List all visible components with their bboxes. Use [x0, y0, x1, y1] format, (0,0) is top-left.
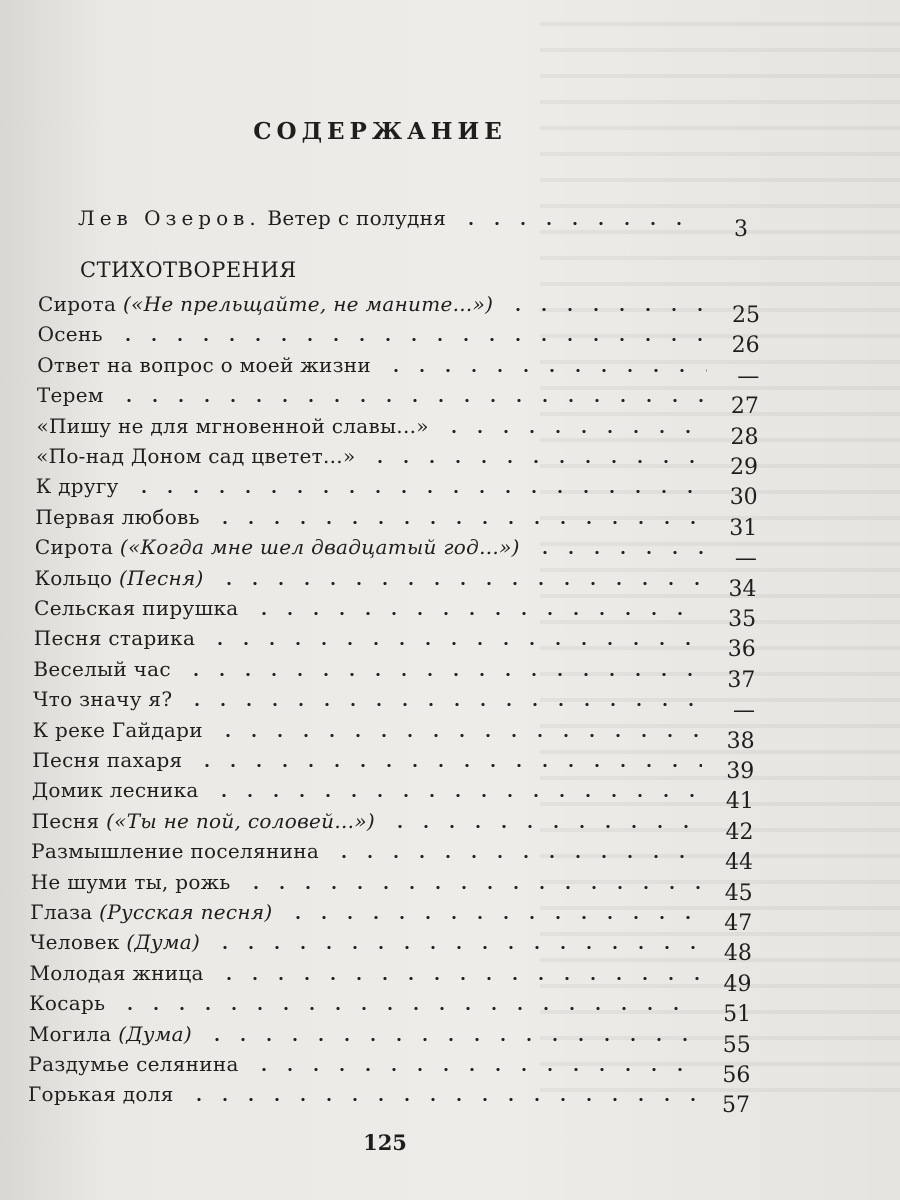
dot-leader [194, 764, 702, 767]
entry-main-title: Песня старика [33, 626, 196, 651]
entry-main-title: Ответ на вопрос о моей жизни [37, 352, 372, 377]
entry-page-number: 26 [731, 333, 760, 359]
dot-leader [532, 551, 705, 554]
dot-leader [211, 794, 702, 797]
toc-entry [31, 829, 754, 876]
entry-main-title: Сирота [34, 535, 114, 560]
entry-main-title: «По-над Доном сад цветет...» [36, 444, 356, 468]
dot-leader [383, 369, 707, 372]
entry-page-number: 45 [724, 880, 753, 906]
intro-entry [78, 196, 748, 242]
entry-page-number: 39 [726, 759, 755, 784]
toc-entry [36, 373, 759, 420]
entry-page-number: 44 [725, 850, 754, 876]
entry-page-number: 41 [725, 789, 754, 815]
toc-entry [31, 799, 754, 845]
toc-entry [34, 586, 757, 632]
entry-main-title: Косарь [29, 991, 106, 1016]
dot-leader [115, 338, 708, 341]
entry-main-title: Не шуми ты, рожь [30, 869, 231, 894]
entry-page-number: 34 [728, 576, 757, 602]
entry-page-number: 48 [723, 941, 752, 967]
dot-leader [212, 946, 700, 949]
entry-main-title: Осень [37, 322, 103, 347]
entry-subtitle: («Не прельщайте, не маните...») [122, 292, 494, 316]
entry-page-number: 38 [726, 728, 755, 754]
dot-leader [186, 1098, 698, 1101]
entry-page-number: 35 [728, 607, 757, 632]
dot-leader [367, 460, 706, 463]
entry-main-title: Размышление поселянина [31, 839, 320, 864]
entry-main-title: Веселый час [33, 656, 171, 681]
entry-page-number: — [737, 363, 760, 389]
toc-entry [32, 738, 755, 784]
entry-page-number: 55 [722, 1032, 751, 1058]
dot-leader [116, 399, 707, 402]
entry-page-number: 51 [723, 1002, 752, 1028]
toc-entry [31, 768, 754, 815]
toc-entry [34, 556, 757, 602]
toc-entry [28, 1012, 751, 1058]
toc-entry [37, 312, 760, 359]
entry-main-title: Песня [31, 808, 100, 833]
toc-entry [35, 464, 758, 511]
entry-main-title: «Пишу не для мгновенной славы...» [36, 413, 429, 438]
entry-main-title: Человек [29, 930, 120, 955]
dot-leader [207, 642, 704, 645]
dot-leader [131, 490, 706, 493]
toc-entry [35, 495, 758, 541]
intro-page: 3 [734, 217, 748, 242]
entry-main-title: Сельская пирушка [34, 596, 239, 620]
entry-page-number: 27 [730, 394, 759, 420]
entry-main-title: Домик лесника [31, 778, 199, 803]
dot-leader [216, 977, 700, 980]
section-heading: СТИХОТВОРЕНИЯ [80, 258, 297, 282]
entry-page-number: 25 [732, 303, 760, 328]
dot-leader [216, 582, 705, 585]
toc-entry [28, 1072, 750, 1119]
dot-leader [117, 1007, 699, 1010]
dot-leader [204, 1038, 699, 1041]
entry-subtitle: («Ты не пой, соловей...») [106, 808, 375, 833]
contents-heading: СОДЕРЖАНИЕ [253, 118, 507, 145]
entry-main-title: К реке Гайдари [32, 717, 203, 742]
toc-entry [33, 616, 756, 663]
toc-entry [29, 981, 752, 1028]
entry-page-number: 28 [730, 424, 759, 450]
dot-leader [215, 734, 703, 737]
entry-page-number: 56 [722, 1063, 751, 1088]
dot-leader [212, 521, 706, 524]
entry-subtitle: (Русская песня) [99, 900, 273, 924]
toc-entry [33, 677, 755, 724]
entry-main-title: Сирота [38, 292, 117, 316]
dot-leader [243, 886, 701, 889]
entry-main-title: Терем [36, 383, 104, 408]
entry-main-title: Могила [28, 1021, 112, 1046]
dot-leader [331, 855, 701, 858]
dot-leader [251, 612, 705, 615]
toc-entry [34, 525, 757, 572]
dot-leader [387, 825, 701, 828]
entry-subtitle: (Песня) [119, 565, 204, 590]
entry-subtitle: (Дума) [126, 930, 201, 955]
toc-entry [30, 890, 753, 936]
dot-leader [184, 703, 703, 706]
intro-author: Лев Озеров. [78, 206, 261, 230]
entry-page-number: 57 [722, 1093, 750, 1119]
dot-leader [458, 222, 696, 225]
toc-entry [32, 708, 755, 754]
entry-main-title: К другу [35, 474, 119, 499]
entry-page-number: — [734, 546, 757, 572]
entry-page-number: 49 [723, 971, 752, 997]
toc-entry [30, 860, 753, 906]
entry-subtitle: (Дума) [118, 1021, 192, 1046]
entry-main-title: Первая любовь [35, 504, 200, 529]
entry-main-title: Что значу я? [33, 687, 173, 712]
entry-page-number: 31 [729, 515, 758, 541]
entry-page-number: 37 [727, 667, 756, 693]
toc-entry [36, 404, 759, 450]
intro-label [78, 206, 446, 230]
toc-entry [29, 920, 752, 967]
entry-page-number: 29 [730, 455, 759, 480]
entry-page-number: 42 [725, 819, 754, 845]
entry-main-title: Глаза [30, 900, 93, 924]
dot-leader [183, 673, 703, 676]
entry-page-number: 47 [724, 911, 753, 936]
dot-leader [285, 916, 701, 919]
entry-main-title: Раздумье селянина [28, 1052, 239, 1076]
intro-title: Ветер с полудня [267, 206, 447, 230]
dot-leader [441, 430, 707, 433]
entry-main-title: Горькая доля [28, 1082, 174, 1107]
page-number: 125 [363, 1130, 407, 1155]
entry-page-number: — [733, 698, 755, 724]
toc-entry [28, 1042, 751, 1088]
dot-leader [505, 308, 708, 311]
entry-page-number: 30 [729, 485, 758, 511]
entry-main-title: Кольцо [34, 565, 113, 590]
toc-entry [33, 647, 756, 693]
entry-subtitle: («Когда мне шел двадцатый год...») [119, 535, 520, 560]
toc-entry [37, 343, 760, 389]
toc-entry [29, 951, 752, 997]
dot-leader [251, 1068, 699, 1071]
toc-entry [38, 282, 760, 328]
entry-main-title: Молодая жница [29, 960, 204, 985]
entry-page-number: 36 [727, 637, 756, 663]
entry-main-title: Песня пахаря [32, 748, 183, 772]
toc-entry [36, 434, 759, 480]
entry-title [28, 1082, 174, 1106]
